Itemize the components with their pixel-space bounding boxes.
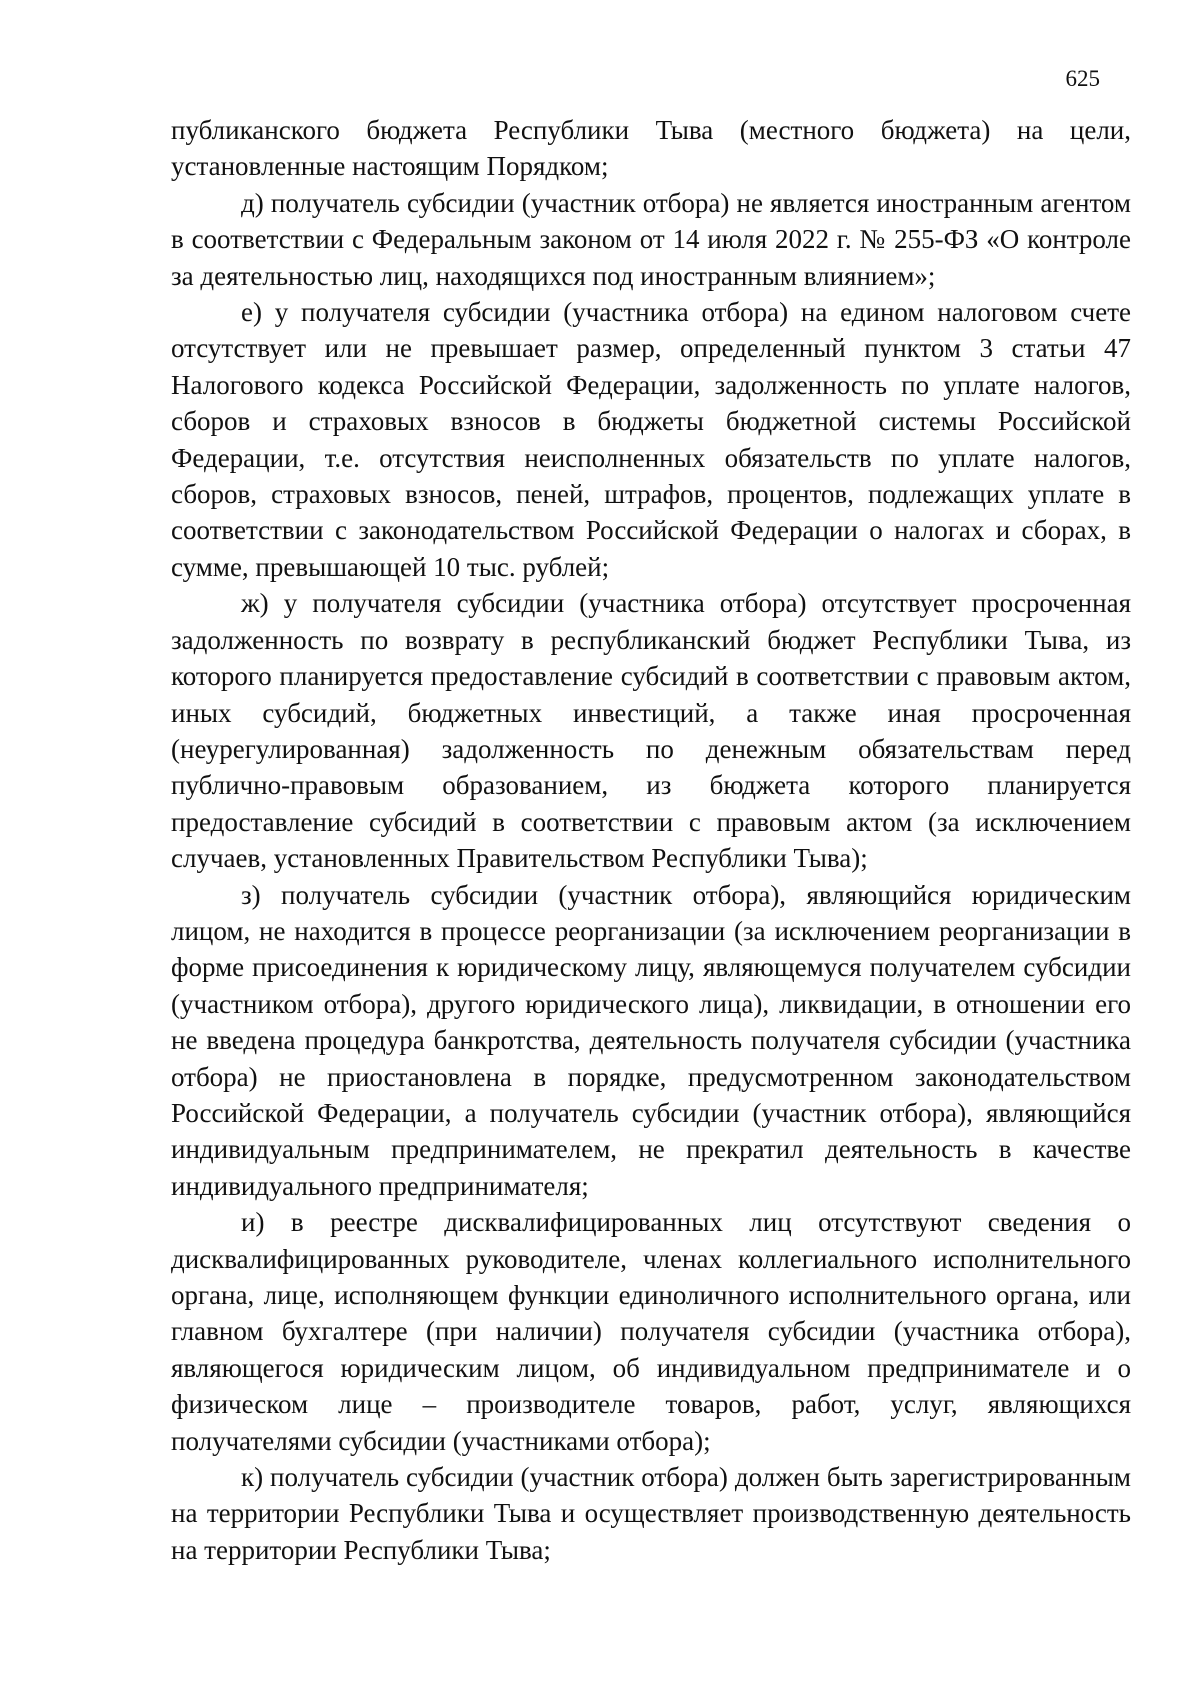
- paragraph-item-z: з) получатель субсидии (участник отбора), являющийся юридическим лицом, не находится в процессе реорганизации (за исключением реорганизации в форме присоединения к юридическому лицу, являющемуся получателем субсидии (участником отбора), другого юридического лица), ликвидации, в отношении его не введена процедура банкротства, деятельность получателя субсидии (участника отбора) не приостановлена в порядке, предусмотренном законодательством Российской Федерации, а получатель субсидии (участник отбора), являющийся индивидуальным предпринимателем, не прекратил деятельность в качестве индивидуального предпринимателя;: [171, 879, 1131, 1201]
- paragraph-item-e: е) у получателя субсидии (участника отбора) на едином налоговом счете отсутствует или не превышает размер, определенный пунктом 3 статьи 47 Налогового кодекса Российской Федерации, задолженность по уплате налогов, сборов и страховых взносов в бюджеты бюджетной системы Российской Федерации, т.е. отсутствия неисполненных обязательств по уплате налогов, сборов, страховых взносов, пеней, штрафов, процентов, подлежащих уплате в соответствии с законодательством Российской Федерации о налогах и сборах, в сумме, превышающей 10 тыс. рублей;: [171, 297, 1131, 582]
- paragraph-item-k: к) получатель субсидии (участник отбора) должен быть зарегистрированным на территории Республики Тыва и осуществляет производственную деятельность на территории Республики Тыва;: [171, 1462, 1131, 1565]
- paragraph-item-d: д) получатель субсидии (участник отбора) не является иностранным агентом в соответствии с Федеральным законом от 14 июля 2022 г. № 255-ФЗ «О контроле за деятельностью лиц, находящихся под иностранным влиянием»;: [171, 187, 1131, 291]
- document-body: [171, 112, 1131, 1568]
- paragraph-item-zh: ж) у получателя субсидии (участника отбора) отсутствует просроченная задолженность по возврату в республиканский бюджет Республики Тыва, из которого планируется предоставление субсидий в соответствии с правовым актом, иных субсидий, бюджетных инвестиций, а также иная просроченная (неурегулированная) задолженность по денежным обязательствам перед публично-правовым образованием, из бюджета которого планируется предоставление субсидий в соответствии с правовым актом (за исключением случаев, установленных Правительством Республики Тыва);: [171, 588, 1131, 874]
- paragraph-item-i: и) в реестре дисквалифицированных лиц отсутствуют сведения о дисквалифицированных руководителе, членах коллегиального исполнительного органа, лице, исполняющем функции единоличного исполнительного органа, или главном бухгалтере (при наличии) получателя субсидии (участника отбора), являющегося юридическим лицом, об индивидуальном предпринимателе и о физическом лице – производителе товаров, работ, услуг, являющихся получателями субсидии (участниками отбора);: [171, 1207, 1131, 1456]
- page-number: 625: [1065, 66, 1100, 91]
- paragraph-continuation: публиканского бюджета Республики Тыва (местного бюджета) на цели, установленные настоящим Порядком;: [171, 115, 1131, 182]
